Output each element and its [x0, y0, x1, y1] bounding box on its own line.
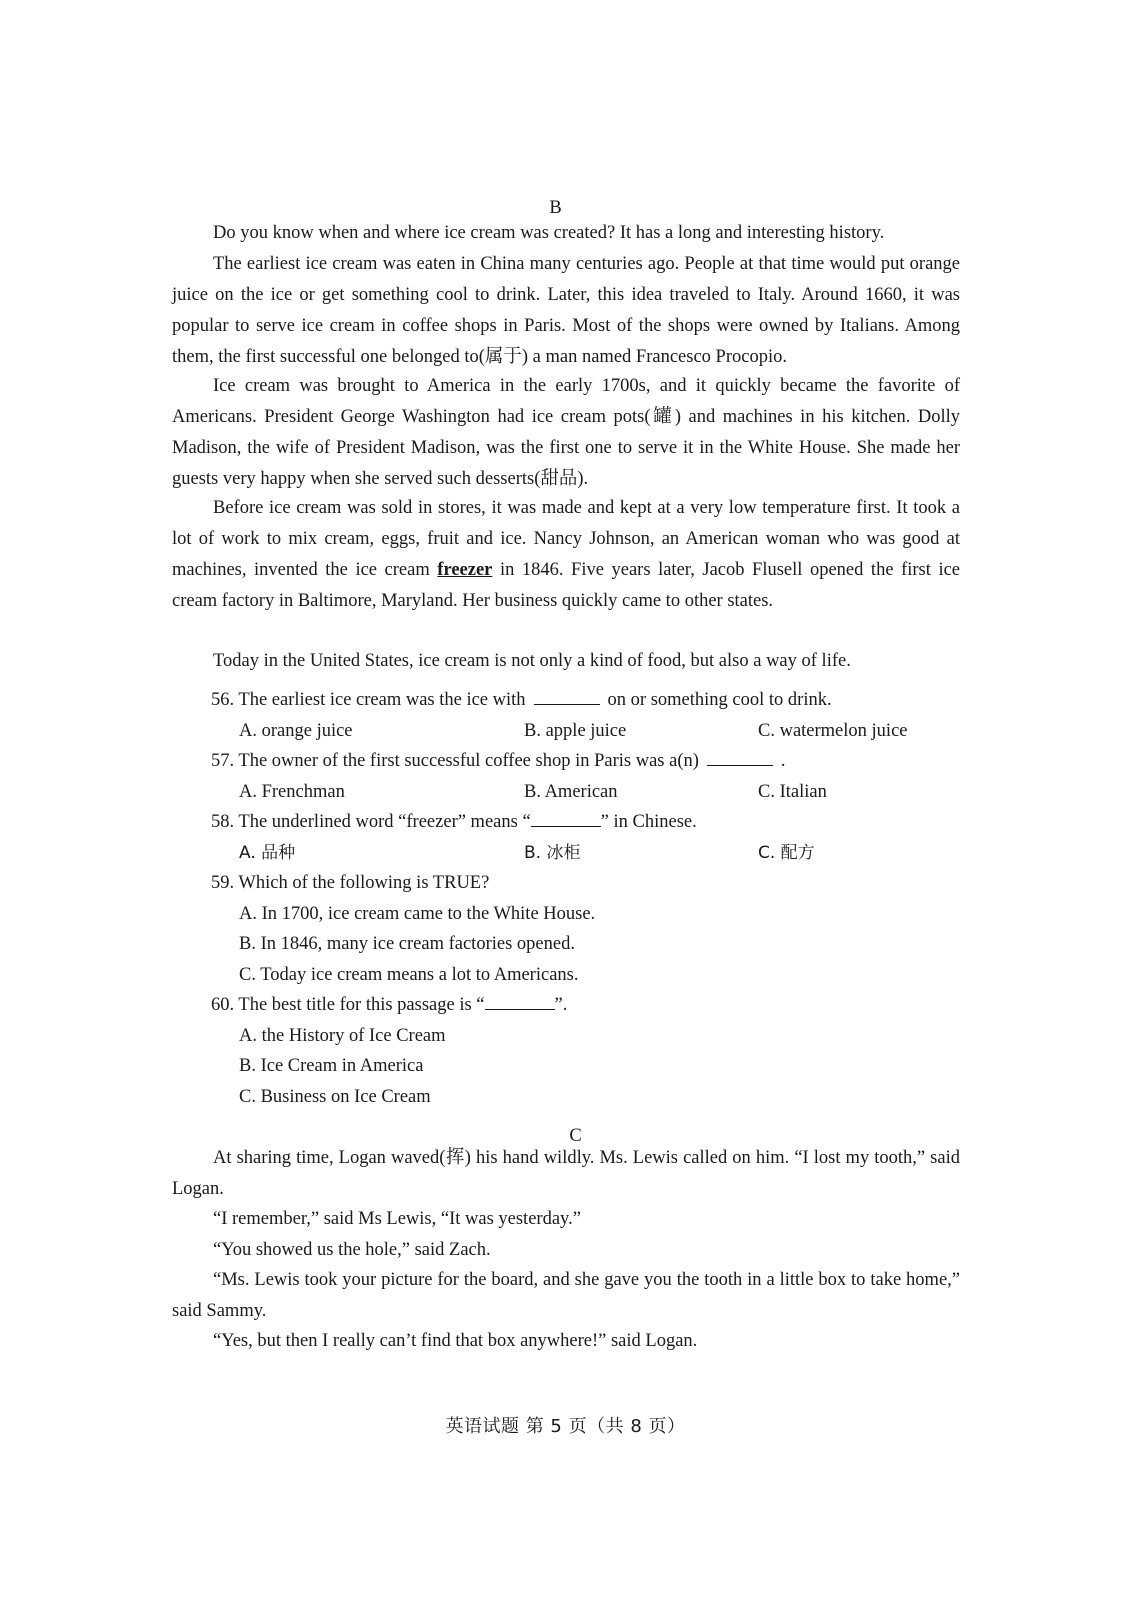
question-60-stem-start: 60. The best title for this passage is “: [211, 995, 485, 1015]
passage-b-paragraph-3: Ice cream was brought to America in the early 1700s, and it quickly became the favorite of Americans. President George Washington had ice cream pots(罐) and machines in his kitchen. Dolly Madison, the wife of President Madison, was the first one to serve it in the White House. She made her guests very happy when she served such desserts(甜品).: [172, 376, 960, 490]
passage-c-paragraph-5: “Yes, but then I really can’t find that box anywhere!” said Logan.: [213, 1331, 698, 1351]
question-60-stem-end: ”.: [554, 995, 568, 1015]
question-56-stem-end: on or something cool to drink.: [607, 690, 832, 710]
question-57-option-b: B. American: [524, 782, 618, 802]
paragraph-4-text-before: Before ice cream was sold in stores, it was made and kept at a very low temperature first. It took a lot of work to mix cream, eggs, fruit and ice. Nancy Johnson, an American woman who was good at machines, invented the ice cream: [172, 498, 960, 581]
passage-c-paragraph-3: “You showed us the hole,” said Zach.: [213, 1240, 491, 1260]
question-56-option-b: B. apple juice: [524, 721, 627, 741]
question-58-option-c: C. 配方: [758, 843, 815, 863]
passage-b-paragraph-5: Today in the United States, ice cream is not only a kind of food, but also a way of life.: [213, 651, 851, 671]
question-59-option-b: B. In 1846, many ice cream factories opened.: [239, 934, 575, 954]
answer-blank: [534, 688, 600, 705]
question-57-stem: [211, 746, 786, 777]
answer-blank: [531, 810, 601, 827]
question-56-option-c: C. watermelon juice: [758, 721, 908, 741]
underlined-word-freezer: freezer: [437, 560, 493, 581]
question-58-stem-start: 58. The underlined word “freezer” means “: [211, 812, 531, 832]
question-58-option-b: B. 冰柜: [524, 843, 581, 863]
question-57-option-a: A. Frenchman: [239, 782, 345, 802]
question-59-option-c: C. Today ice cream means a lot to Americans.: [239, 965, 579, 985]
question-60-option-a: A. the History of Ice Cream: [239, 1026, 446, 1046]
answer-blank: [485, 993, 555, 1010]
passage-c-paragraph-1: At sharing time, Logan waved(挥) his hand wildly. Ms. Lewis called on him. “I lost my tooth,” said Logan.: [172, 1148, 960, 1200]
passage-c-paragraph-4: “Ms. Lewis took your picture for the board, and she gave you the tooth in a little box to take home,” said Sammy.: [172, 1270, 960, 1322]
passage-b-paragraph-1: Do you know when and where ice cream was created? It has a long and interesting history.: [213, 223, 885, 243]
question-60-option-c: C. Business on Ice Cream: [239, 1087, 431, 1107]
question-57-stem-start: 57. The owner of the first successful coffee shop in Paris was a(n): [211, 751, 699, 771]
section-c-heading: C: [569, 1126, 582, 1146]
question-60-option-b: B. Ice Cream in America: [239, 1056, 424, 1076]
question-60-stem: [211, 990, 567, 1021]
passage-b-paragraph-2: The earliest ice cream was eaten in China many centuries ago. People at that time would put orange juice on the ice or get something cool to drink. Later, this idea traveled to Italy. Around 1660, it was popular to serve ice cream in coffee shops in Paris. Most of the shops were owned by Italians. Among them, the first successful one belonged to(属于) a man named Francesco Procopio.: [172, 254, 960, 368]
section-b-heading: B: [549, 198, 562, 218]
passage-c-paragraph-2: “I remember,” said Ms Lewis, “It was yesterday.”: [213, 1209, 581, 1229]
passage-b-paragraph-4: [172, 493, 960, 617]
question-59-option-a: A. In 1700, ice cream came to the White House.: [239, 904, 596, 924]
answer-blank: [707, 749, 773, 766]
question-56-option-a: A. orange juice: [239, 721, 353, 741]
question-57-option-c: C. Italian: [758, 782, 827, 802]
question-58-stem-end: ” in Chinese.: [600, 812, 697, 832]
paragraph-4-text-after: in 1846. Five years later, Jacob Flusell opened the first ice cream factory in Baltimore, Maryland. Her business quickly came to other states.: [172, 560, 960, 612]
question-56-stem-start: 56. The earliest ice cream was the ice with: [211, 690, 526, 710]
question-59-stem: 59. Which of the following is TRUE?: [211, 873, 490, 893]
question-57-stem-end: .: [780, 751, 786, 771]
question-58-option-a: A. 品种: [239, 843, 296, 863]
question-56-stem: [211, 685, 832, 716]
page-footer: 英语试题 第 5 页（共 8 页）: [445, 1416, 686, 1437]
question-58-stem: [211, 807, 697, 838]
